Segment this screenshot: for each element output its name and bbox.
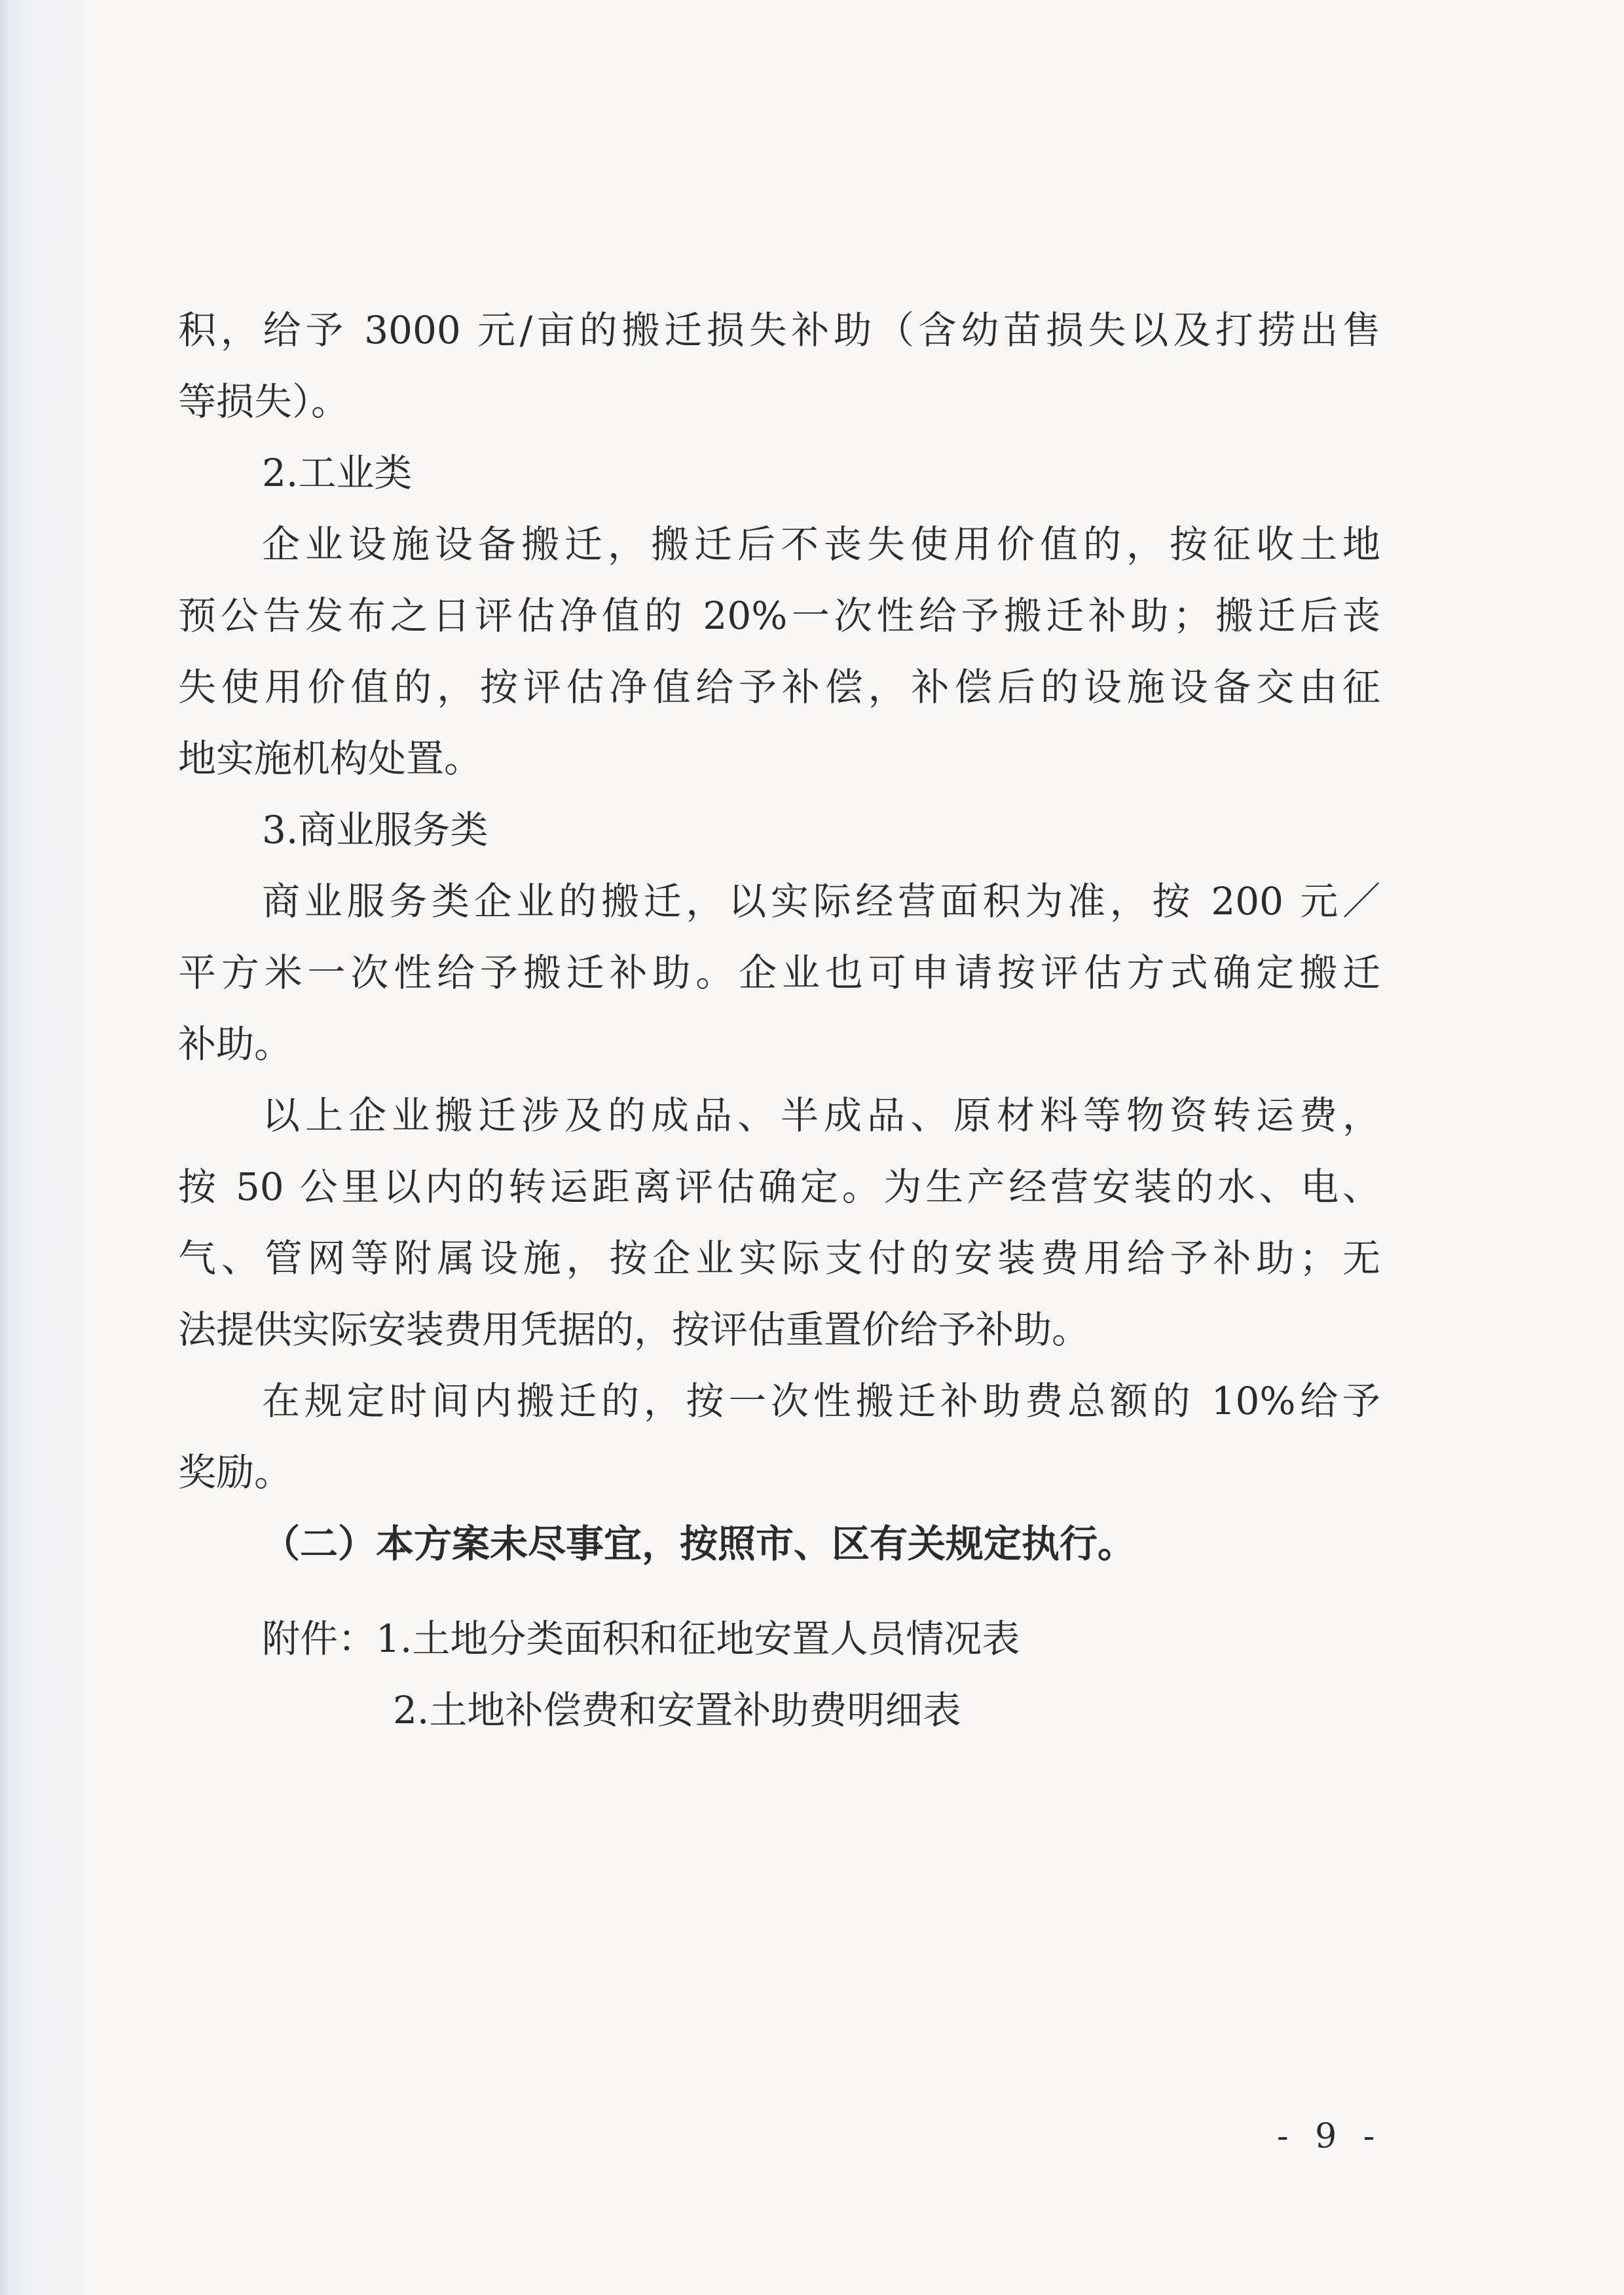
attachment-item bbox=[262, 1603, 1375, 1675]
paragraph-line: 企业设施设备搬迁，搬迁后不丧失使用价值的，按征收土地 bbox=[262, 522, 1380, 567]
paragraph-line: 地实施机构处置。 bbox=[178, 736, 483, 781]
attachment-title: 2.土地补偿费和安置补助费明细表 bbox=[393, 1688, 961, 1732]
paragraph-line: 积，给予 3000 元/亩的搬迁损失补助（含幼苗损失以及打捞出售 bbox=[178, 308, 1380, 352]
attachment-item bbox=[262, 1675, 1375, 1746]
paragraph-line: 商业服务类企业的搬迁，以实际经营面积为准，按 200 元／ bbox=[262, 879, 1380, 924]
attachments-list bbox=[262, 1603, 1375, 1746]
body-text bbox=[178, 295, 1380, 1580]
paragraph-line: 以上企业搬迁涉及的成品、半成品、原材料等物资转运费， bbox=[262, 1093, 1380, 1138]
paragraph-line: 补助。 bbox=[178, 1022, 293, 1066]
paragraph-line: 按 50 公里以内的转运距离评估确定。为生产经营安装的水、电、 bbox=[178, 1165, 1380, 1209]
section-heading-industrial: 2.工业类 bbox=[262, 451, 413, 495]
paragraph-line: 失使用价值的，按评估净值给予补偿，补偿后的设施设备交由征 bbox=[178, 665, 1380, 709]
section-heading-other-matters: （二）本方案未尽事宜，按照市、区有关规定执行。 bbox=[262, 1521, 1136, 1566]
attachments-label: 附件： bbox=[262, 1616, 377, 1661]
page-number: - 9 - bbox=[1277, 2117, 1383, 2156]
attachment-title: 1.土地分类面积和征地安置人员情况表 bbox=[376, 1616, 1020, 1661]
paragraph-line: 在规定时间内搬迁的，按一次性搬迁补助费总额的 10%给予 bbox=[262, 1379, 1380, 1423]
paragraph-line: 奖励。 bbox=[178, 1450, 293, 1495]
paragraph-line: 气、管网等附属设施，按企业实际支付的安装费用给予补助；无 bbox=[178, 1236, 1380, 1280]
paragraph-line: 平方米一次性给予搬迁补助。企业也可申请按评估方式确定搬迁 bbox=[178, 950, 1380, 995]
section-heading-commercial: 3.商业服务类 bbox=[262, 808, 489, 852]
scan-edge-shadow bbox=[0, 0, 9, 2295]
paragraph-line: 预公告发布之日评估净值的 20%一次性给予搬迁补助；搬迁后丧 bbox=[178, 593, 1380, 638]
paragraph-line: 等损失）。 bbox=[178, 379, 350, 424]
paragraph-line: 法提供实际安装费用凭据的，按评估重置价给予补助。 bbox=[178, 1307, 1090, 1352]
